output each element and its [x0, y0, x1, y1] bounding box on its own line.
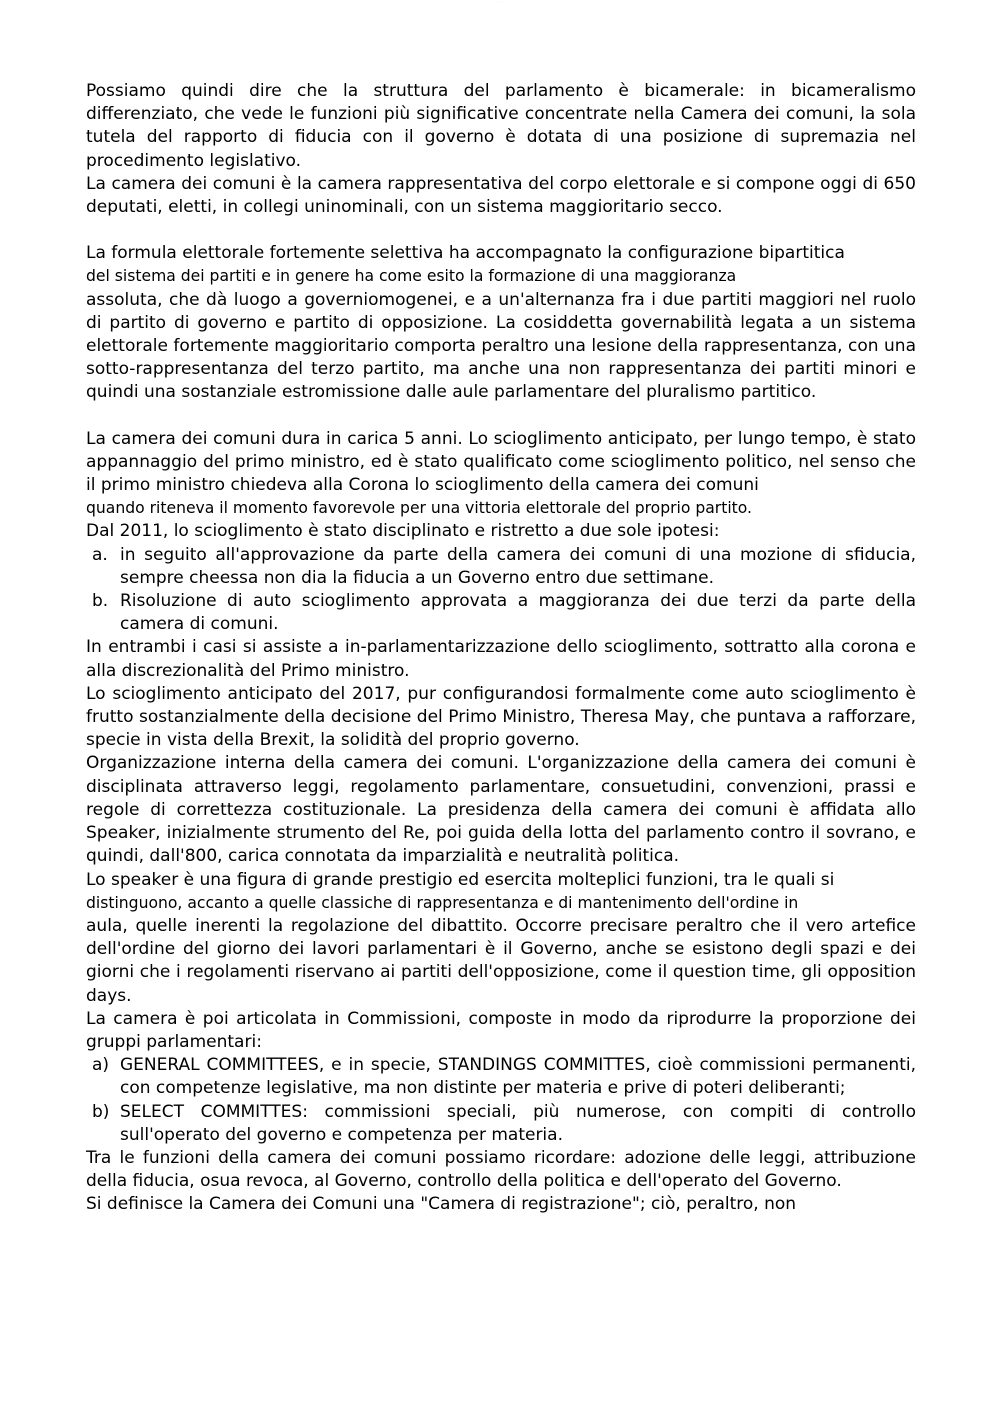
paragraph: Lo scioglimento anticipato del 2017, pur configurandosi formalmente come auto scioglimento è frutto sostanzialmente della decisione del Primo Ministro, Theresa May, che puntava a rafforzare, specie in vista della Brexit, la solidità del proprio governo.: [86, 683, 916, 751]
paragraph: assoluta, che dà luogo a governiomogenei, e a un'alternanza fra i due partiti maggiori nel ruolo di partito di governo e partito di opposizione. La cosiddetta governabilità legata a un sistema elettorale fortemente maggioritario comporta peraltro una lesione della rappresentanza, con una sotto-rappresentanza del terzo partito, ma anche una non rappresentanza dei partiti minori e quindi una sostanziale estromissione dalle aule parlamentare del pluralismo partitico.: [86, 289, 916, 403]
page-header-mark: · · · · · ·: [494, 0, 506, 4]
list-marker: b.: [92, 591, 109, 612]
list-item: [86, 1101, 916, 1147]
document-body: [86, 80, 916, 1217]
paragraph-line: quando riteneva il momento favorevole per una vittoria elettorale del proprio partito.: [86, 499, 752, 518]
paragraph: Dal 2011, lo scioglimento è stato disciplinato e ristretto a due sole ipotesi:: [86, 521, 720, 542]
list-item: [86, 544, 916, 590]
list-item-text: SELECT COMMITTES: commissioni speciali, più numerose, con compiti di controllo sull'operato del governo e competenza per materia.: [120, 1101, 916, 1145]
paragraph: In entrambi i casi si assiste a in-parlamentarizzazione dello scioglimento, sottratto alla corona e alla discrezionalità del Primo ministro.: [86, 637, 916, 681]
list-marker: a): [92, 1055, 110, 1076]
paragraph: aula, quelle inerenti la regolazione del dibattito. Occorre precisare peraltro che il vero artefice dell'ordine del giorno dei lavori parlamentari è il Governo, anche se esistono degli spazi e dei giorni che i regolamenti riservano ai partiti dell'opposizione, come il question time, gli opposition days.: [86, 915, 916, 1006]
paragraph: Possiamo quindi dire che la struttura del parlamento è bicamerale: in bicameralismo differenziato, che vede le funzioni più significative concentrate nella Camera dei comuni, la sola tutela del rapporto di fiducia con il governo è dotata di una posizione di supremazia nel procedimento legislativo.: [86, 81, 916, 171]
paragraph: La camera dei comuni dura in carica 5 anni. Lo scioglimento anticipato, per lungo tempo, è stato appannaggio del primo ministro, ed è stato qualificato come scioglimento politico, nel senso che il primo ministro chiedeva alla Corona lo scioglimento della camera dei comuni: [86, 428, 916, 496]
dissolution-list: [86, 544, 916, 637]
list-item: [86, 590, 916, 636]
list-item: [86, 1054, 916, 1100]
paragraph-group: [86, 242, 916, 404]
paragraph-line: del sistema dei partiti e in genere ha come esito la formazione di una maggioranza: [86, 267, 737, 286]
paragraph: La camera è poi articolata in Commissioni, composte in modo da riprodurre la proporzione dei gruppi parlamentari:: [86, 1008, 916, 1052]
list-item-text: Risoluzione di auto scioglimento approvata a maggioranza dei due terzi da parte della camera di comuni.: [120, 591, 916, 635]
committees-list: [86, 1054, 916, 1147]
paragraph-line: distinguono, accanto a quelle classiche di rappresentanza e di mantenimento dell'ordine in: [86, 893, 799, 912]
paragraph-line: Lo speaker è una figura di grande prestigio ed esercita molteplici funzioni, tra le quali si: [86, 869, 835, 890]
paragraph: La camera dei comuni è la camera rappresentativa del corpo elettorale e si compone oggi di 650 deputati, eletti, in collegi uninominali, con un sistema maggioritario secco.: [86, 173, 916, 218]
paragraph-group: [86, 428, 916, 521]
list-marker: b): [92, 1101, 110, 1122]
list-item-text: GENERAL COMMITTEES, e in specie, STANDINGS COMMITTES, cioè commissioni permanenti, con competenze legislative, ma non distinte per materia e prive di poteri deliberanti;: [120, 1055, 916, 1099]
list-marker: a.: [92, 544, 108, 565]
paragraph: Organizzazione interna della camera dei comuni. L'organizzazione della camera dei comuni è disciplinata attraverso leggi, regolamento parlamentare, consuetudini, convenzioni, prassi e regole di correttezza costituzionale. La presidenza della camera dei comuni è affidata allo Speaker, inizialmente strumento del Re, poi guida della lotta del parlamento contro il sovrano, e quindi, dall'800, carica connotata da imparzialità e neutralità politica.: [86, 753, 916, 867]
paragraph-line: La formula elettorale fortemente selettiva ha accompagnato la configurazione bipartitica: [86, 243, 845, 264]
paragraph: Tra le funzioni della camera dei comuni possiamo ricordare: adozione delle leggi, attribuzione della fiducia, osua revoca, al Governo, controllo della politica e dell'operato del Governo.: [86, 1147, 916, 1192]
paragraph: Si definisce la Camera dei Comuni una "Camera di registrazione"; ciò, peraltro, non: [86, 1194, 797, 1215]
list-item-text: in seguito all'approvazione da parte della camera dei comuni di una mozione di sfiducia, sempre cheessa non dia la fiducia a un Governo entro due settimane.: [120, 544, 916, 588]
